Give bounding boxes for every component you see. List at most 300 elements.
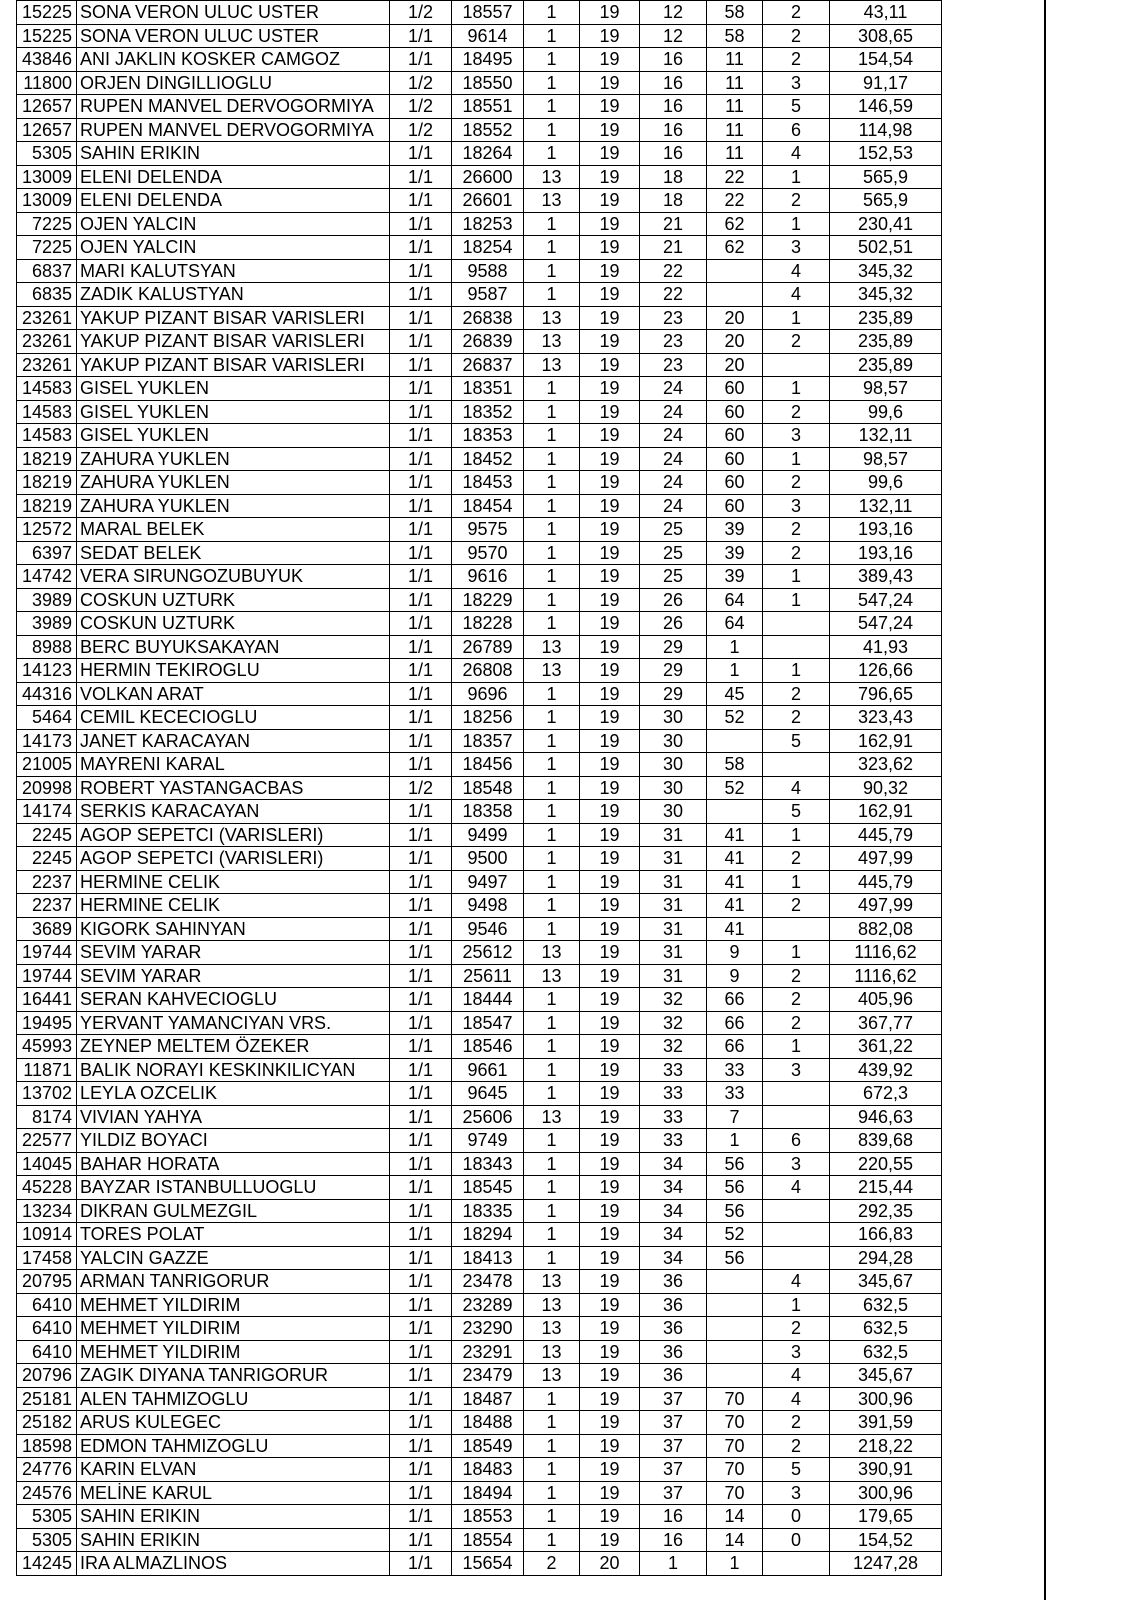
block-cell: 23 (640, 306, 707, 330)
owner-name-cell: YILDIZ BOYACI (77, 1129, 390, 1153)
amount-cell: 166,83 (830, 1223, 942, 1247)
cell-a: 1 (524, 424, 580, 448)
block-cell: 16 (640, 95, 707, 119)
cell-b: 19 (580, 706, 640, 730)
amount-cell: 152,53 (830, 142, 942, 166)
share-cell: 1/1 (390, 1528, 452, 1552)
block-cell: 34 (640, 1152, 707, 1176)
owner-name-cell: MEHMET YILDIRIM (77, 1293, 390, 1317)
amount-cell: 497,99 (830, 894, 942, 918)
amount-cell: 367,77 (830, 1011, 942, 1035)
parcel-cell: 70 (707, 1458, 763, 1482)
block-cell: 16 (640, 118, 707, 142)
cell-b: 19 (580, 1458, 640, 1482)
amount-cell: 632,5 (830, 1317, 942, 1341)
share-cell: 1/1 (390, 1176, 452, 1200)
amount-cell: 502,51 (830, 236, 942, 260)
parcel-cell: 7 (707, 1105, 763, 1129)
table-row (17, 212, 1052, 236)
record-no-cell: 18413 (452, 1246, 524, 1270)
unit-cell: 1 (763, 306, 830, 330)
amount-cell: 391,59 (830, 1411, 942, 1435)
block-cell: 30 (640, 706, 707, 730)
blank-column-cell (942, 1364, 1052, 1388)
owner-name-cell: ZADIK KALUSTYAN (77, 283, 390, 307)
block-cell: 16 (640, 1505, 707, 1529)
amount-cell: 1116,62 (830, 941, 942, 965)
blank-column-cell (942, 1105, 1052, 1129)
parcel-cell (707, 283, 763, 307)
parcel-cell (707, 1317, 763, 1341)
page-right-border (1044, 0, 1046, 1600)
cell-a: 1 (524, 988, 580, 1012)
blank-column-cell (942, 142, 1052, 166)
share-cell: 1/1 (390, 236, 452, 260)
block-cell: 26 (640, 612, 707, 636)
blank-column-cell (942, 588, 1052, 612)
parcel-cell: 20 (707, 353, 763, 377)
blank-column-cell (942, 823, 1052, 847)
record-no-cell: 9696 (452, 682, 524, 706)
owner-id-cell: 3989 (17, 588, 77, 612)
record-no-cell: 18294 (452, 1223, 524, 1247)
unit-cell: 2 (763, 400, 830, 424)
owner-name-cell: ZAHURA YUKLEN (77, 494, 390, 518)
blank-column-cell (942, 635, 1052, 659)
blank-column-cell (942, 377, 1052, 401)
amount-cell: 220,55 (830, 1152, 942, 1176)
parcel-cell: 1 (707, 659, 763, 683)
table-row (17, 306, 1052, 330)
unit-cell: 2 (763, 471, 830, 495)
table-row (17, 706, 1052, 730)
cell-b: 19 (580, 682, 640, 706)
parcel-cell: 1 (707, 1129, 763, 1153)
share-cell: 1/1 (390, 447, 452, 471)
cell-a: 1 (524, 917, 580, 941)
amount-cell: 445,79 (830, 870, 942, 894)
share-cell: 1/1 (390, 1434, 452, 1458)
cell-b: 19 (580, 283, 640, 307)
share-cell: 1/1 (390, 189, 452, 213)
owner-name-cell: ROBERT YASTANGACBAS (77, 776, 390, 800)
table-row (17, 1011, 1052, 1035)
unit-cell: 0 (763, 1528, 830, 1552)
block-cell: 16 (640, 48, 707, 72)
block-cell: 37 (640, 1387, 707, 1411)
share-cell: 1/1 (390, 1129, 452, 1153)
cell-b: 19 (580, 588, 640, 612)
amount-cell: 1247,28 (830, 1552, 942, 1576)
amount-cell: 445,79 (830, 823, 942, 847)
amount-cell: 132,11 (830, 424, 942, 448)
blank-column-cell (942, 48, 1052, 72)
cell-a: 1 (524, 894, 580, 918)
table-row (17, 24, 1052, 48)
cell-a: 1 (524, 541, 580, 565)
table-body (17, 1, 1052, 1576)
blank-column-cell (942, 1270, 1052, 1294)
parcel-cell: 33 (707, 1058, 763, 1082)
owner-name-cell: SONA VERON ULUC USTER (77, 24, 390, 48)
table-row (17, 1340, 1052, 1364)
cell-b: 19 (580, 541, 640, 565)
unit-cell: 4 (763, 1364, 830, 1388)
record-no-cell: 9749 (452, 1129, 524, 1153)
parcel-cell (707, 1340, 763, 1364)
amount-cell: 99,6 (830, 400, 942, 424)
table-row (17, 964, 1052, 988)
cell-b: 19 (580, 1364, 640, 1388)
table-row (17, 1458, 1052, 1482)
block-cell: 31 (640, 917, 707, 941)
blank-column-cell (942, 1317, 1052, 1341)
parcel-cell: 11 (707, 95, 763, 119)
table-row (17, 1105, 1052, 1129)
unit-cell: 3 (763, 1152, 830, 1176)
block-cell: 22 (640, 259, 707, 283)
table-row (17, 494, 1052, 518)
block-cell: 24 (640, 471, 707, 495)
owner-id-cell: 6410 (17, 1317, 77, 1341)
parcel-cell: 64 (707, 612, 763, 636)
parcel-cell: 1 (707, 635, 763, 659)
unit-cell: 6 (763, 1129, 830, 1153)
blank-column-cell (942, 1152, 1052, 1176)
parcel-cell: 9 (707, 941, 763, 965)
block-cell: 12 (640, 24, 707, 48)
cell-a: 1 (524, 612, 580, 636)
share-cell: 1/1 (390, 588, 452, 612)
parcel-cell: 70 (707, 1387, 763, 1411)
blank-column-cell (942, 400, 1052, 424)
amount-cell: 294,28 (830, 1246, 942, 1270)
table-row (17, 565, 1052, 589)
share-cell: 1/2 (390, 776, 452, 800)
unit-cell: 5 (763, 800, 830, 824)
owner-id-cell: 17458 (17, 1246, 77, 1270)
owner-name-cell: EDMON TAHMIZOGLU (77, 1434, 390, 1458)
blank-column-cell (942, 189, 1052, 213)
parcel-cell: 56 (707, 1152, 763, 1176)
cell-a: 1 (524, 518, 580, 542)
owner-name-cell: YAKUP PIZANT BISAR VARISLERI (77, 306, 390, 330)
block-cell: 30 (640, 753, 707, 777)
unit-cell: 6 (763, 118, 830, 142)
cell-b: 19 (580, 1011, 640, 1035)
amount-cell: 41,93 (830, 635, 942, 659)
owner-id-cell: 7225 (17, 236, 77, 260)
owner-id-cell: 15225 (17, 24, 77, 48)
cell-a: 1 (524, 1505, 580, 1529)
unit-cell (763, 753, 830, 777)
table-row (17, 659, 1052, 683)
owner-name-cell: BAHAR HORATA (77, 1152, 390, 1176)
cell-a: 1 (524, 71, 580, 95)
share-cell: 1/1 (390, 659, 452, 683)
blank-column-cell (942, 1, 1052, 25)
unit-cell (763, 1105, 830, 1129)
unit-cell: 4 (763, 283, 830, 307)
unit-cell: 1 (763, 565, 830, 589)
amount-cell: 91,17 (830, 71, 942, 95)
blank-column-cell (942, 1481, 1052, 1505)
share-cell: 1/1 (390, 494, 452, 518)
amount-cell: 146,59 (830, 95, 942, 119)
record-no-cell: 18552 (452, 118, 524, 142)
blank-column-cell (942, 894, 1052, 918)
cell-a: 13 (524, 306, 580, 330)
share-cell: 1/1 (390, 565, 452, 589)
unit-cell (763, 635, 830, 659)
share-cell: 1/1 (390, 1152, 452, 1176)
share-cell: 1/2 (390, 1, 452, 25)
cell-a: 1 (524, 1199, 580, 1223)
blank-column-cell (942, 1129, 1052, 1153)
record-no-cell: 18483 (452, 1458, 524, 1482)
table-row (17, 1270, 1052, 1294)
amount-cell: 405,96 (830, 988, 942, 1012)
record-no-cell: 18229 (452, 588, 524, 612)
cell-b: 19 (580, 189, 640, 213)
share-cell: 1/2 (390, 95, 452, 119)
cell-a: 1 (524, 447, 580, 471)
cell-b: 19 (580, 1481, 640, 1505)
parcel-cell: 14 (707, 1528, 763, 1552)
owner-id-cell: 18219 (17, 471, 77, 495)
cell-b: 19 (580, 753, 640, 777)
amount-cell: 300,96 (830, 1481, 942, 1505)
block-cell: 36 (640, 1364, 707, 1388)
owner-name-cell: BERC BUYUKSAKAYAN (77, 635, 390, 659)
owner-name-cell: ARUS KULEGEC (77, 1411, 390, 1435)
owner-name-cell: SERAN KAHVECIOGLU (77, 988, 390, 1012)
record-no-cell: 18548 (452, 776, 524, 800)
table-row (17, 1, 1052, 25)
record-no-cell: 9500 (452, 847, 524, 871)
block-cell: 33 (640, 1082, 707, 1106)
blank-column-cell (942, 1199, 1052, 1223)
owner-name-cell: AGOP SEPETCI (VARISLERI) (77, 847, 390, 871)
block-cell: 23 (640, 353, 707, 377)
record-no-cell: 15654 (452, 1552, 524, 1576)
record-no-cell: 18551 (452, 95, 524, 119)
owner-id-cell: 19744 (17, 941, 77, 965)
owner-id-cell: 14583 (17, 377, 77, 401)
blank-column-cell (942, 353, 1052, 377)
parcel-cell: 52 (707, 1223, 763, 1247)
share-cell: 1/1 (390, 283, 452, 307)
record-no-cell: 25606 (452, 1105, 524, 1129)
share-cell: 1/1 (390, 1340, 452, 1364)
unit-cell: 4 (763, 259, 830, 283)
table-row (17, 941, 1052, 965)
share-cell: 1/1 (390, 1058, 452, 1082)
table-row (17, 1035, 1052, 1059)
block-cell: 29 (640, 682, 707, 706)
record-no-cell: 18253 (452, 212, 524, 236)
unit-cell (763, 917, 830, 941)
record-no-cell: 18545 (452, 1176, 524, 1200)
record-no-cell: 18549 (452, 1434, 524, 1458)
blank-column-cell (942, 1528, 1052, 1552)
parcel-cell: 14 (707, 1505, 763, 1529)
amount-cell: 300,96 (830, 1387, 942, 1411)
cell-a: 13 (524, 1270, 580, 1294)
record-no-cell: 26601 (452, 189, 524, 213)
block-cell: 32 (640, 1035, 707, 1059)
share-cell: 1/1 (390, 377, 452, 401)
cell-b: 19 (580, 1340, 640, 1364)
owner-id-cell: 18598 (17, 1434, 77, 1458)
block-cell: 37 (640, 1458, 707, 1482)
owner-name-cell: RUPEN MANVEL DERVOGORMIYA (77, 118, 390, 142)
owner-name-cell: OJEN YALCIN (77, 212, 390, 236)
cell-a: 1 (524, 24, 580, 48)
cell-a: 1 (524, 588, 580, 612)
parcel-cell: 1 (707, 1552, 763, 1576)
block-cell: 1 (640, 1552, 707, 1576)
amount-cell: 114,98 (830, 118, 942, 142)
record-no-cell: 18335 (452, 1199, 524, 1223)
record-no-cell: 18553 (452, 1505, 524, 1529)
amount-cell: 632,5 (830, 1340, 942, 1364)
unit-cell: 3 (763, 1481, 830, 1505)
cell-a: 1 (524, 729, 580, 753)
cell-b: 19 (580, 1035, 640, 1059)
cell-a: 13 (524, 353, 580, 377)
parcel-cell: 60 (707, 494, 763, 518)
unit-cell (763, 1082, 830, 1106)
owner-name-cell: KIGORK SAHINYAN (77, 917, 390, 941)
owner-name-cell: BAYZAR ISTANBULLUOGLU (77, 1176, 390, 1200)
share-cell: 1/1 (390, 541, 452, 565)
cell-a: 13 (524, 1364, 580, 1388)
owner-id-cell: 23261 (17, 330, 77, 354)
cell-b: 19 (580, 1223, 640, 1247)
parcel-cell: 70 (707, 1411, 763, 1435)
blank-column-cell (942, 1552, 1052, 1576)
share-cell: 1/1 (390, 1011, 452, 1035)
amount-cell: 1116,62 (830, 964, 942, 988)
cell-a: 1 (524, 565, 580, 589)
table-row (17, 518, 1052, 542)
cell-a: 1 (524, 1223, 580, 1247)
block-cell: 21 (640, 212, 707, 236)
owner-name-cell: GISEL YUKLEN (77, 400, 390, 424)
share-cell: 1/1 (390, 353, 452, 377)
owner-id-cell: 19495 (17, 1011, 77, 1035)
owner-id-cell: 43846 (17, 48, 77, 72)
table-row (17, 95, 1052, 119)
table-row (17, 1129, 1052, 1153)
block-cell: 36 (640, 1270, 707, 1294)
block-cell: 32 (640, 1011, 707, 1035)
cell-a: 1 (524, 753, 580, 777)
cell-b: 19 (580, 353, 640, 377)
cell-a: 1 (524, 847, 580, 871)
owner-name-cell: TORES POLAT (77, 1223, 390, 1247)
record-no-cell: 18352 (452, 400, 524, 424)
unit-cell: 2 (763, 1011, 830, 1035)
blank-column-cell (942, 659, 1052, 683)
block-cell: 31 (640, 941, 707, 965)
owner-name-cell: ZAHURA YUKLEN (77, 471, 390, 495)
cell-b: 19 (580, 659, 640, 683)
owner-id-cell: 2245 (17, 847, 77, 871)
record-no-cell: 18557 (452, 1, 524, 25)
owner-name-cell: SEVIM YARAR (77, 964, 390, 988)
amount-cell: 345,32 (830, 283, 942, 307)
cell-b: 19 (580, 635, 640, 659)
record-no-cell: 18453 (452, 471, 524, 495)
record-no-cell: 18351 (452, 377, 524, 401)
cell-b: 19 (580, 1, 640, 25)
cell-b: 19 (580, 1082, 640, 1106)
table-row (17, 612, 1052, 636)
unit-cell: 2 (763, 706, 830, 730)
block-cell: 12 (640, 1, 707, 25)
record-no-cell: 18487 (452, 1387, 524, 1411)
blank-column-cell (942, 847, 1052, 871)
table-row (17, 259, 1052, 283)
record-no-cell: 9499 (452, 823, 524, 847)
unit-cell: 2 (763, 894, 830, 918)
owner-id-cell: 45993 (17, 1035, 77, 1059)
owner-id-cell: 23261 (17, 353, 77, 377)
owner-id-cell: 25182 (17, 1411, 77, 1435)
share-cell: 1/1 (390, 1552, 452, 1576)
amount-cell: 389,43 (830, 565, 942, 589)
owner-name-cell: RUPEN MANVEL DERVOGORMIYA (77, 95, 390, 119)
block-cell: 25 (640, 518, 707, 542)
parcel-cell (707, 800, 763, 824)
parcel-cell: 41 (707, 847, 763, 871)
blank-column-cell (942, 541, 1052, 565)
owner-id-cell: 45228 (17, 1176, 77, 1200)
parcel-cell: 39 (707, 541, 763, 565)
blank-column-cell (942, 1246, 1052, 1270)
cell-b: 19 (580, 165, 640, 189)
unit-cell: 5 (763, 95, 830, 119)
table-row (17, 1058, 1052, 1082)
block-cell: 16 (640, 1528, 707, 1552)
parcel-cell: 58 (707, 1, 763, 25)
amount-cell: 796,65 (830, 682, 942, 706)
owner-name-cell: IRA ALMAZLINOS (77, 1552, 390, 1576)
amount-cell: 179,65 (830, 1505, 942, 1529)
blank-column-cell (942, 941, 1052, 965)
record-no-cell: 26838 (452, 306, 524, 330)
block-cell: 31 (640, 870, 707, 894)
record-no-cell: 26837 (452, 353, 524, 377)
block-cell: 24 (640, 377, 707, 401)
unit-cell: 1 (763, 588, 830, 612)
record-no-cell: 18353 (452, 424, 524, 448)
amount-cell: 215,44 (830, 1176, 942, 1200)
share-cell: 1/1 (390, 1199, 452, 1223)
cell-b: 19 (580, 823, 640, 847)
parcel-cell (707, 729, 763, 753)
owner-name-cell: GISEL YUKLEN (77, 377, 390, 401)
cell-a: 1 (524, 259, 580, 283)
cell-b: 19 (580, 1387, 640, 1411)
share-cell: 1/1 (390, 24, 452, 48)
share-cell: 1/1 (390, 400, 452, 424)
blank-column-cell (942, 118, 1052, 142)
parcel-cell (707, 259, 763, 283)
blank-column-cell (942, 471, 1052, 495)
